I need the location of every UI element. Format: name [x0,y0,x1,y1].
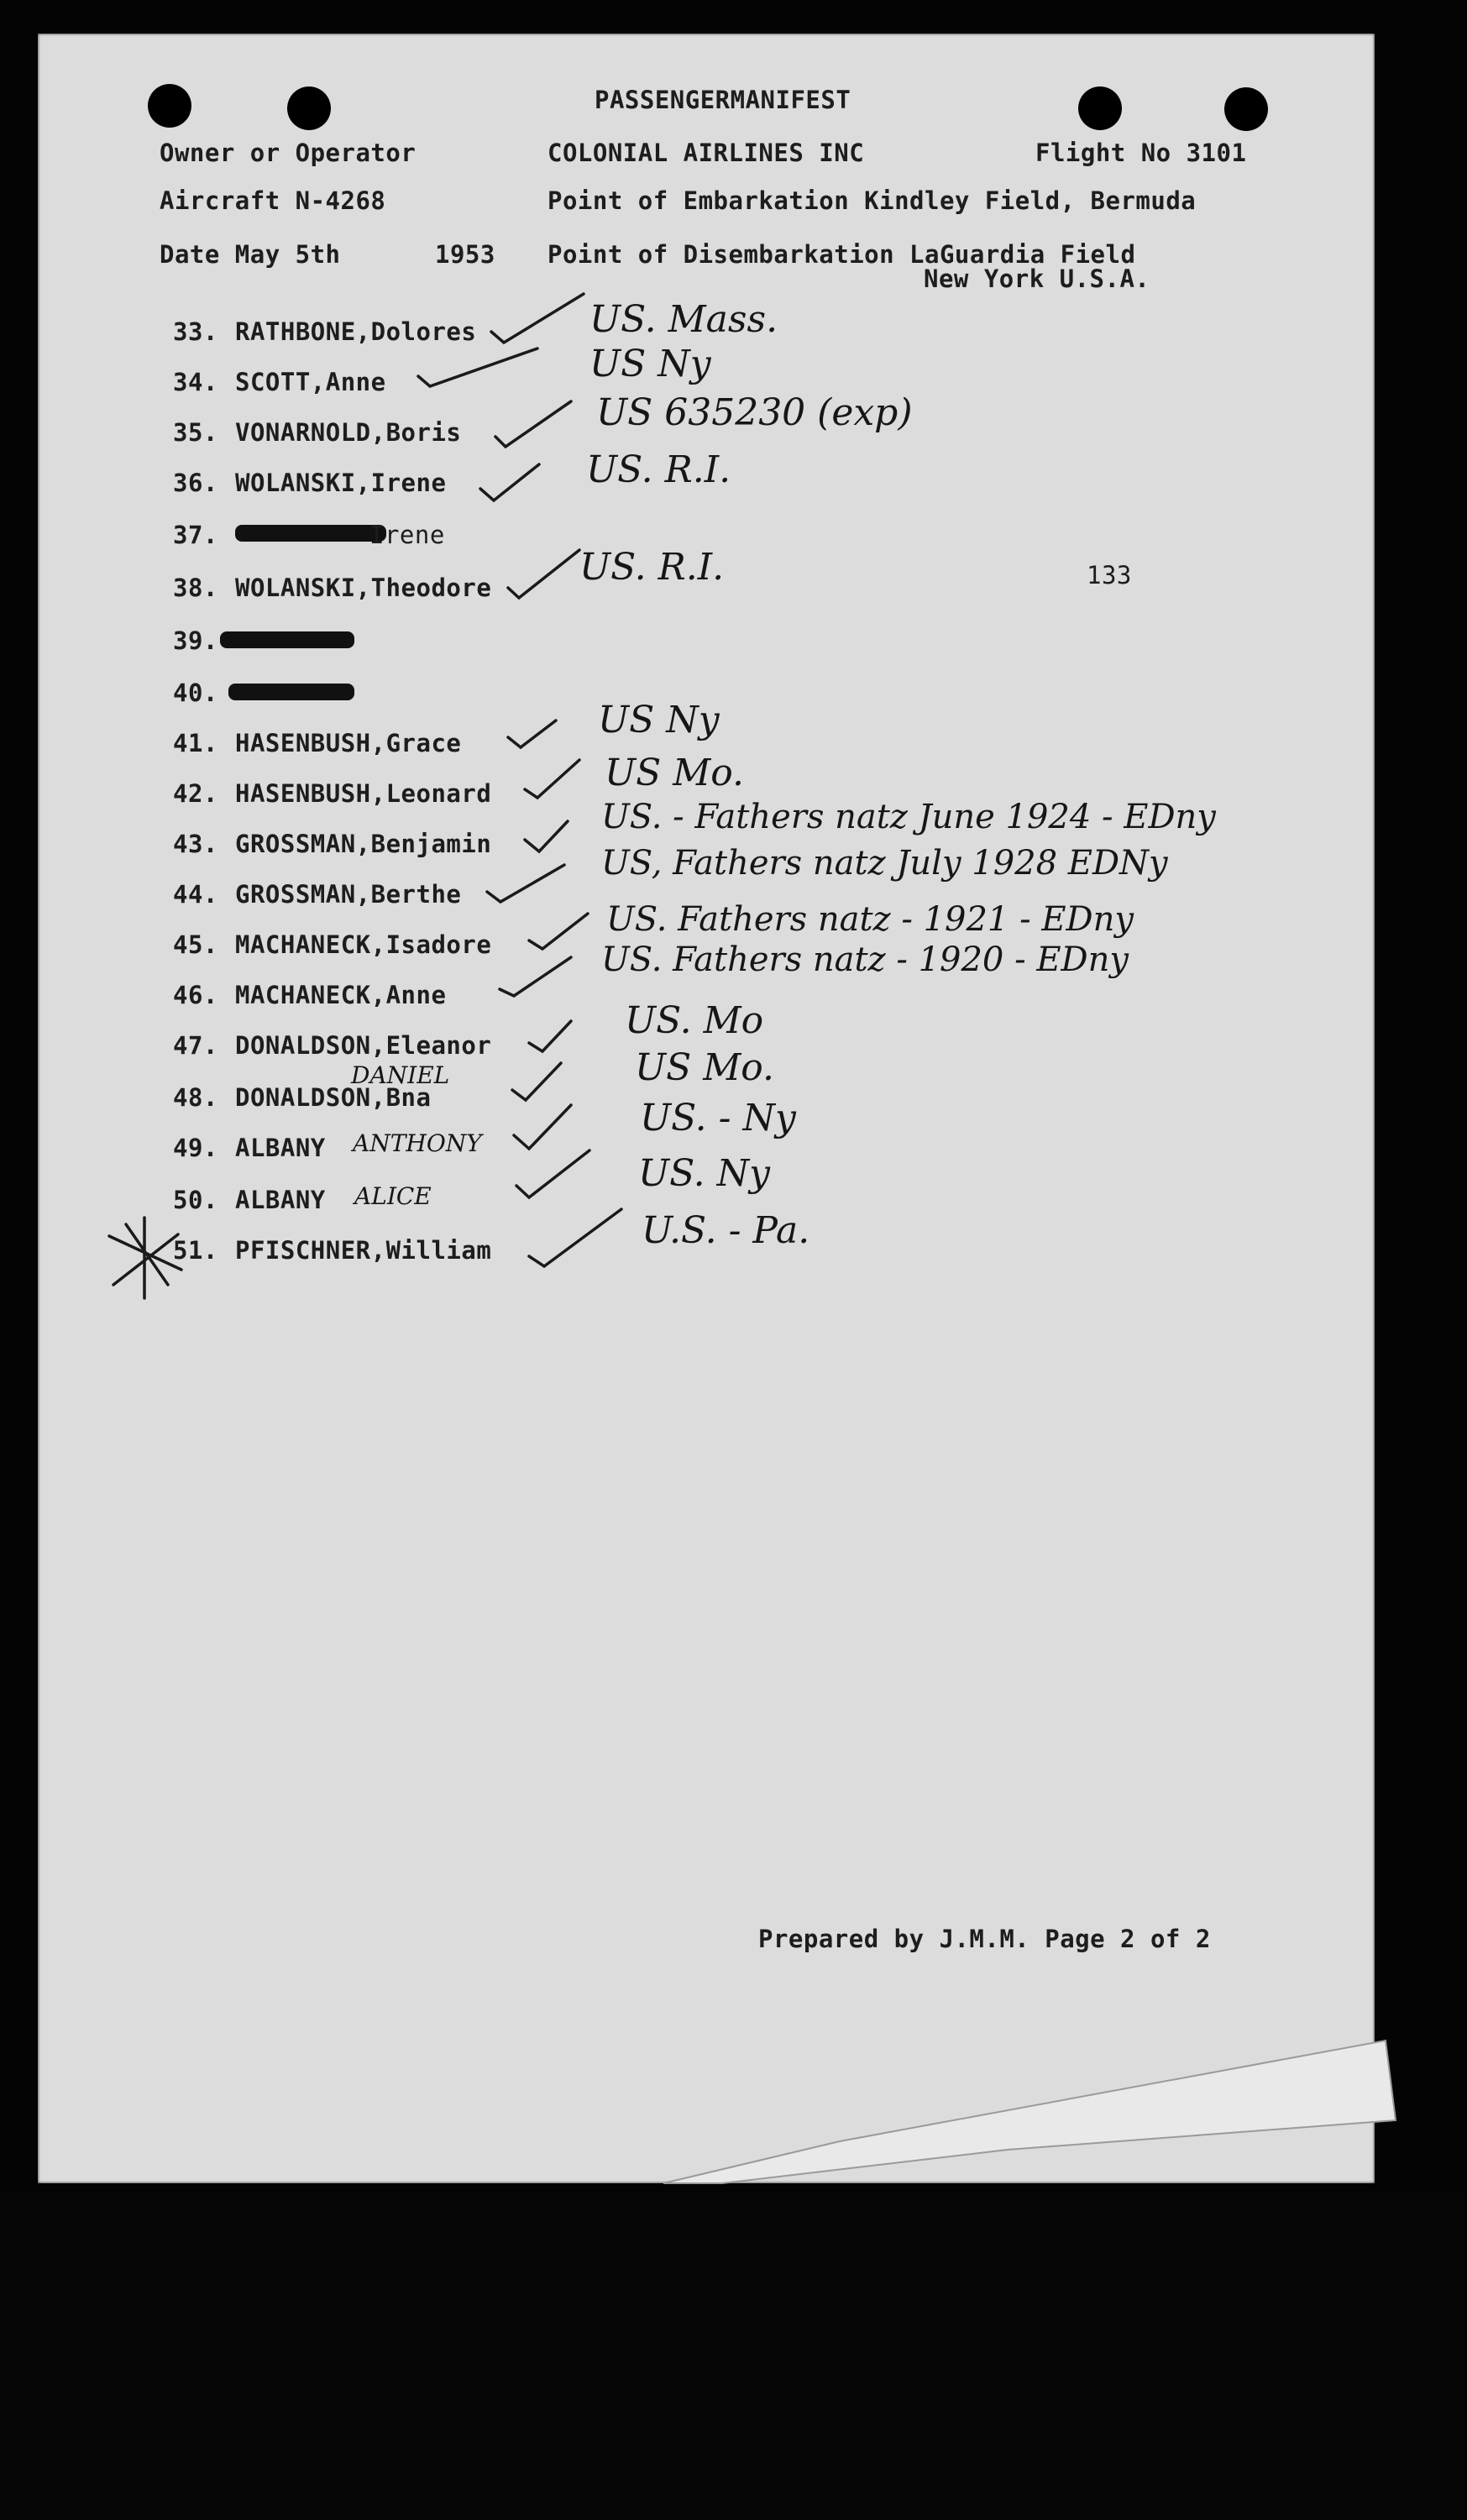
passenger-number: 37. [173,521,218,549]
disembarkation-city: New York U.S.A. [924,265,1150,293]
passenger-name: DONALDSON,Bna [235,1083,432,1112]
passenger-name: WOLANSKI,Theodore [235,574,492,602]
passenger-number: 41. [173,729,218,757]
passenger-note: US. R.I. [579,546,725,589]
passenger-number: 42. [173,779,218,808]
passenger-note: US Ny [589,343,711,385]
check-mark-icon [525,821,568,851]
passenger-number: 51. [173,1236,218,1265]
check-mark-icon [525,760,579,798]
airline-name: COLONIAL AIRLINES INC [548,139,865,167]
manifest-title: PASSENGERMANIFEST [595,86,851,114]
passenger-number: 34. [173,368,218,396]
check-mark-icon [491,294,584,343]
embarkation-point: Point of Embarkation Kindley Field, Bermuda [548,186,1197,215]
passenger-note: US 635230 (exp) [596,391,913,434]
check-mark-icon [529,914,588,949]
margin-number: 133 [1087,561,1132,589]
check-mark-icon [512,1063,561,1100]
passenger-number: 48. [173,1083,218,1112]
prepared-by-footer: Prepared by J.M.M. Page 2 of 2 [758,1925,1211,1953]
passenger-note: US Mo. [605,752,744,794]
passenger-number: 47. [173,1031,218,1060]
manifest-date: Date May 5th [160,240,341,269]
owner-label: Owner or Operator [160,139,417,167]
passenger-note: US, Fathers natz July 1928 EDNy [601,844,1168,883]
check-mark-icon [500,957,571,996]
passenger-number: 40. [173,678,218,707]
passenger-number: 44. [173,880,218,909]
disembarkation-point: Point of Disembarkation LaGuardia Field [548,240,1136,269]
handwritten-name-alice: ALICE [354,1182,432,1210]
manifest-year: 1953 [435,240,495,269]
passenger-name: HASENBUSH,Grace [235,729,462,757]
passenger-name: Irene [369,521,445,549]
check-mark-icon [487,865,564,902]
passenger-number: 50. [173,1186,218,1214]
passenger-name: ALBANY [235,1134,326,1162]
flight-number: Flight No 3101 [1035,139,1247,167]
passenger-number: 38. [173,574,218,602]
aircraft-number: Aircraft N-4268 [160,186,386,215]
passenger-number: 35. [173,418,218,447]
passenger-name: PFISCHNER,William [235,1236,492,1265]
passenger-number: 45. [173,930,218,959]
check-mark-icon [508,720,556,747]
passenger-note: US. Fathers natz - 1921 - EDny [606,900,1134,939]
passenger-name: GROSSMAN,Berthe [235,880,462,909]
passenger-number: 36. [173,469,218,497]
passenger-note: US. Mo [625,999,764,1042]
passenger-note: US. - Ny [640,1097,796,1140]
passenger-name: ALBANY [235,1186,326,1214]
passenger-name: DONALDSON,Eleanor [235,1031,492,1060]
passenger-name: RATHBONE,Dolores [235,317,477,346]
passenger-name: WOLANSKI,Irene [235,469,447,497]
check-mark-icon [495,401,571,447]
passenger-note: US. Fathers natz - 1920 - EDny [601,940,1129,979]
passenger-note: US Mo. [635,1046,774,1089]
passenger-name: MACHANECK,Isadore [235,930,492,959]
handwritten-name-daniel: DANIEL [351,1061,450,1089]
asterisk-mark [109,1218,181,1298]
passenger-number: 33. [173,317,218,346]
passenger-name: HASENBUSH,Leonard [235,779,492,808]
passenger-note: U.S. - Pa. [642,1209,810,1252]
passenger-note: US. Mass. [589,298,778,341]
check-mark-icon [514,1105,571,1149]
passenger-name: SCOTT,Anne [235,368,386,396]
passenger-name: MACHANECK,Anne [235,981,447,1009]
passenger-name: VONARNOLD,Boris [235,418,462,447]
check-mark-icon [516,1150,589,1197]
passenger-number: 43. [173,830,218,858]
passenger-number: 49. [173,1134,218,1162]
passenger-number: 46. [173,981,218,1009]
handwritten-name-anthony: ANTHONY [353,1129,482,1157]
passenger-note: US. Ny [638,1152,770,1195]
check-mark-icon [529,1209,621,1266]
check-mark-icon [480,464,539,500]
passenger-note: US. - Fathers natz June 1924 - EDny [601,798,1216,836]
passenger-note: US. R.I. [586,448,731,491]
check-mark-icon [418,348,537,386]
passenger-note: US Ny [598,699,720,741]
check-mark-icon [529,1021,571,1051]
passenger-number: 39. [173,626,218,655]
check-mark-icon [508,550,579,598]
passenger-name: GROSSMAN,Benjamin [235,830,492,858]
